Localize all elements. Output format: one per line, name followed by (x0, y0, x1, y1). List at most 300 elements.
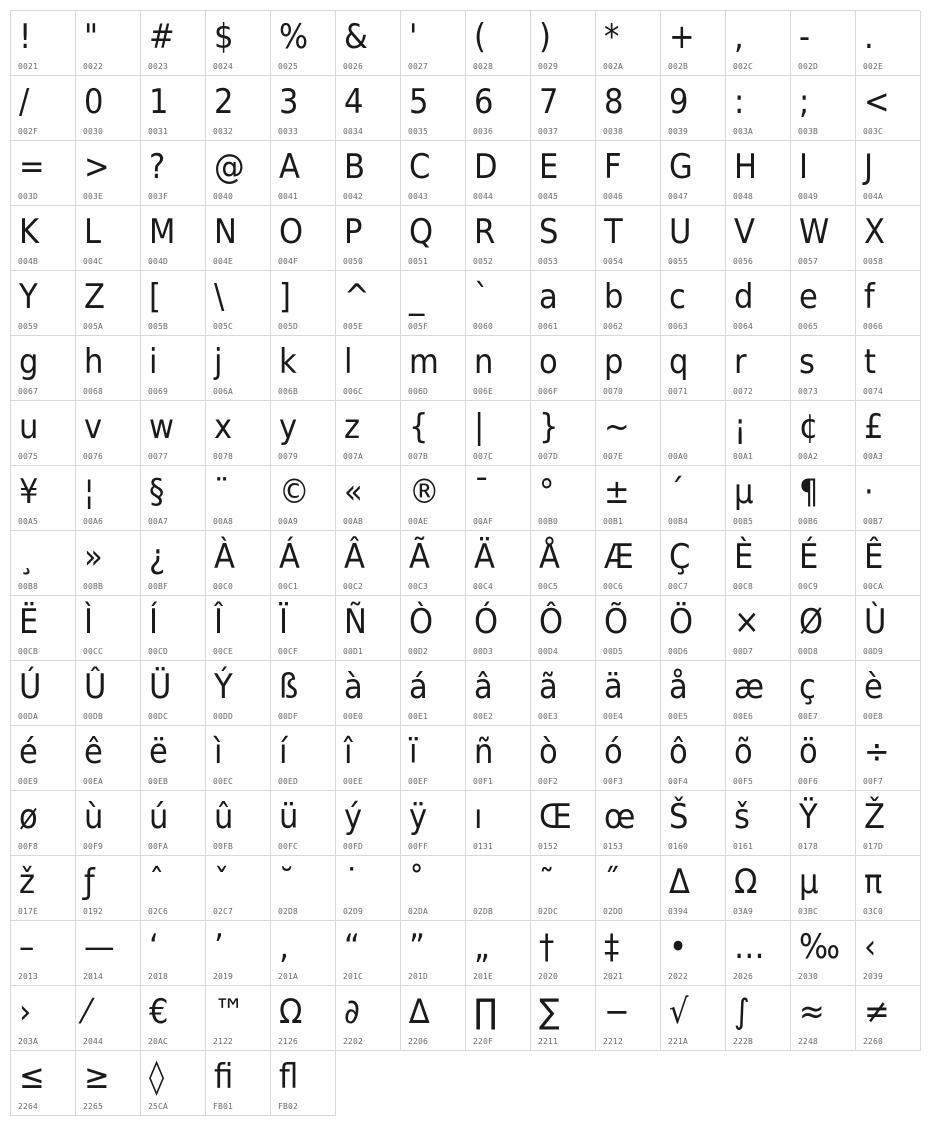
glyph-codepoint-label: 00C8 (733, 582, 754, 591)
glyph-cell (76, 141, 141, 206)
glyph-cell (206, 791, 271, 856)
glyph-cell (856, 726, 921, 791)
glyph-character: k (279, 342, 297, 382)
glyph-character: ' (409, 17, 418, 57)
glyph-character: Q (409, 212, 434, 252)
glyph-codepoint-label: 201C (343, 972, 364, 981)
glyph-character: Ö (669, 602, 694, 642)
glyph-codepoint-label: 0056 (733, 257, 754, 266)
glyph-cell (271, 336, 336, 401)
glyph-cell (596, 596, 661, 661)
glyph-codepoint-label: 00EC (213, 777, 234, 786)
glyph-cell (11, 986, 76, 1051)
glyph-character: ’ (214, 927, 224, 967)
glyph-codepoint-label: 0040 (213, 192, 234, 201)
glyph-character: ‰ (799, 927, 841, 967)
glyph-cell (206, 336, 271, 401)
glyph-cell (76, 271, 141, 336)
glyph-character: @ (214, 147, 245, 187)
glyph-codepoint-label: 0049 (798, 192, 819, 201)
glyph-cell (206, 596, 271, 661)
glyph-cell (596, 986, 661, 1051)
glyph-character: ì (214, 732, 223, 772)
glyph-character: Ù (864, 602, 887, 642)
glyph-character: ý (344, 797, 363, 837)
glyph-codepoint-label: 003A (733, 127, 754, 136)
glyph-character: Ó (474, 602, 499, 642)
glyph-codepoint-label: 0048 (733, 192, 754, 201)
glyph-codepoint-label: 0064 (733, 322, 754, 331)
glyph-character: ◊ (149, 1057, 165, 1097)
glyph-character: _ (409, 277, 425, 317)
glyph-codepoint-label: 00C7 (668, 582, 689, 591)
glyph-character: ¸ (19, 537, 35, 577)
glyph-codepoint-label: 00C0 (213, 582, 234, 591)
glyph-codepoint-label: 00E6 (733, 712, 754, 721)
glyph-codepoint-label: 004D (148, 257, 169, 266)
glyph-cell (531, 856, 596, 921)
glyph-character: { (409, 407, 429, 447)
glyph-codepoint-label: 2026 (733, 972, 754, 981)
glyph-codepoint-label: 0394 (668, 907, 689, 916)
glyph-cell (466, 856, 531, 921)
glyph-cell (531, 596, 596, 661)
glyph-grid (10, 10, 920, 1116)
glyph-character: 0 (84, 82, 104, 122)
glyph-cell (596, 11, 661, 76)
glyph-character: Ø (799, 602, 824, 642)
glyph-codepoint-label: 2202 (343, 1037, 364, 1046)
glyph-cell (726, 921, 791, 986)
glyph-cell (76, 76, 141, 141)
glyph-cell (11, 791, 76, 856)
glyph-codepoint-label: 03C0 (863, 907, 884, 916)
glyph-cell (661, 271, 726, 336)
glyph-cell (336, 986, 401, 1051)
glyph-codepoint-label: 00CD (148, 647, 169, 656)
glyph-codepoint-label: 002B (668, 62, 689, 71)
glyph-codepoint-label: 0043 (408, 192, 429, 201)
glyph-codepoint-label: 00D4 (538, 647, 559, 656)
glyph-cell (791, 661, 856, 726)
glyph-cell (271, 856, 336, 921)
glyph-codepoint-label: 0028 (473, 62, 494, 71)
glyph-cell (401, 141, 466, 206)
glyph-cell (596, 466, 661, 531)
glyph-cell (206, 856, 271, 921)
glyph-character: ´ (669, 472, 685, 512)
glyph-cell (76, 1051, 141, 1116)
glyph-cell (596, 271, 661, 336)
glyph-character: © (279, 472, 310, 512)
glyph-codepoint-label: 00FD (343, 842, 364, 851)
glyph-cell (336, 141, 401, 206)
glyph-codepoint-label: 00EF (408, 777, 429, 786)
glyph-codepoint-label: 03BC (798, 907, 819, 916)
glyph-codepoint-label: 00B6 (798, 517, 819, 526)
glyph-codepoint-label: 00B1 (603, 517, 624, 526)
glyph-codepoint-label: 0066 (863, 322, 884, 331)
glyph-cell (76, 726, 141, 791)
glyph-cell (791, 986, 856, 1051)
glyph-cell (141, 791, 206, 856)
glyph-character: h (84, 342, 104, 382)
glyph-character: — (84, 927, 115, 967)
glyph-codepoint-label: 2264 (18, 1102, 39, 1111)
glyph-character: d (734, 277, 754, 317)
glyph-character: , (734, 17, 744, 57)
glyph-cell (336, 856, 401, 921)
glyph-codepoint-label: 00EB (148, 777, 169, 786)
glyph-cell (401, 921, 466, 986)
glyph-codepoint-label: 002C (733, 62, 754, 71)
glyph-character: ∫ (734, 992, 750, 1032)
glyph-codepoint-label: 007B (408, 452, 429, 461)
glyph-cell (206, 76, 271, 141)
glyph-codepoint-label: 00A7 (148, 517, 169, 526)
glyph-cell (141, 466, 206, 531)
glyph-codepoint-label: 006F (538, 387, 559, 396)
glyph-character: x (214, 407, 233, 447)
glyph-character: - (799, 17, 811, 57)
glyph-character: ‹ (864, 927, 877, 967)
glyph-character: X (864, 212, 885, 252)
glyph-cell (141, 76, 206, 141)
glyph-codepoint-label: 00D7 (733, 647, 754, 656)
glyph-cell (141, 856, 206, 921)
glyph-character: ˘ (279, 862, 295, 902)
glyph-character: # (149, 17, 175, 57)
glyph-character: î (344, 732, 353, 772)
glyph-codepoint-label: 00AF (473, 517, 494, 526)
glyph-cell (141, 596, 206, 661)
glyph-character: É (799, 537, 819, 577)
glyph-codepoint-label: 02C7 (213, 907, 234, 916)
glyph-codepoint-label: 00A5 (18, 517, 39, 526)
glyph-codepoint-label: 007A (343, 452, 364, 461)
glyph-character: Ú (19, 667, 42, 707)
glyph-codepoint-label: 03A9 (733, 907, 754, 916)
glyph-codepoint-label: 0035 (408, 127, 429, 136)
glyph-cell (856, 791, 921, 856)
glyph-codepoint-label: 00EA (83, 777, 104, 786)
glyph-cell (206, 271, 271, 336)
glyph-codepoint-label: 00B5 (733, 517, 754, 526)
glyph-cell (271, 11, 336, 76)
glyph-codepoint-label: 00E8 (863, 712, 884, 721)
glyph-cell (336, 336, 401, 401)
glyph-codepoint-label: 0025 (278, 62, 299, 71)
glyph-cell (401, 466, 466, 531)
glyph-character: w (149, 407, 175, 447)
glyph-codepoint-label: 0067 (18, 387, 39, 396)
glyph-codepoint-label: 0038 (603, 127, 624, 136)
glyph-character: Á (279, 537, 300, 577)
glyph-character: ù (84, 797, 104, 837)
glyph-codepoint-label: 00EE (343, 777, 364, 786)
glyph-character: μ (799, 862, 819, 902)
glyph-cell (271, 986, 336, 1051)
glyph-cell (856, 531, 921, 596)
glyph-cell (466, 661, 531, 726)
glyph-character: Ž (864, 797, 885, 837)
glyph-cell (206, 921, 271, 986)
glyph-cell (856, 986, 921, 1051)
glyph-codepoint-label: 00D6 (668, 647, 689, 656)
glyph-codepoint-label: 005D (278, 322, 299, 331)
glyph-cell (531, 76, 596, 141)
glyph-character: 7 (539, 82, 559, 122)
glyph-codepoint-label: 017E (18, 907, 39, 916)
glyph-character: ﬁ (214, 1057, 234, 1097)
glyph-codepoint-label: 0021 (18, 62, 39, 71)
glyph-character: I (799, 147, 809, 187)
glyph-cell (661, 726, 726, 791)
glyph-cell (596, 791, 661, 856)
glyph-codepoint-label: 203A (18, 1037, 39, 1046)
glyph-character: Û (84, 667, 107, 707)
glyph-cell (596, 921, 661, 986)
glyph-codepoint-label: 02DD (603, 907, 624, 916)
glyph-codepoint-label: 2019 (213, 972, 234, 981)
glyph-codepoint-label: 0029 (538, 62, 559, 71)
glyph-cell (336, 271, 401, 336)
glyph-character: 5 (409, 82, 429, 122)
glyph-character: Ý (214, 667, 233, 707)
glyph-codepoint-label: 0053 (538, 257, 559, 266)
glyph-character: ¨ (214, 472, 230, 512)
glyph-character: Ÿ (799, 797, 818, 837)
glyph-character: æ (734, 667, 765, 707)
glyph-character: \ (214, 277, 225, 317)
glyph-character: a (539, 277, 558, 317)
glyph-cell (141, 271, 206, 336)
glyph-codepoint-label: 0052 (473, 257, 494, 266)
glyph-codepoint-label: 0041 (278, 192, 299, 201)
glyph-cell (466, 726, 531, 791)
glyph-character: ¶ (799, 472, 819, 512)
glyph-cell (726, 661, 791, 726)
glyph-cell (856, 141, 921, 206)
glyph-codepoint-label: 2260 (863, 1037, 884, 1046)
glyph-codepoint-label: 00FC (278, 842, 299, 851)
glyph-codepoint-label: 00F8 (18, 842, 39, 851)
glyph-character: q (669, 342, 689, 382)
glyph-character: ç (799, 667, 816, 707)
glyph-codepoint-label: 004B (18, 257, 39, 266)
glyph-cell (791, 271, 856, 336)
glyph-character: ^ (344, 277, 370, 317)
glyph-cell (206, 986, 271, 1051)
glyph-codepoint-label: 00CC (83, 647, 104, 656)
glyph-cell (11, 921, 76, 986)
glyph-codepoint-label: 007D (538, 452, 559, 461)
glyph-character: ä (604, 667, 623, 707)
glyph-cell (856, 76, 921, 141)
glyph-codepoint-label: FB02 (278, 1102, 299, 1111)
glyph-cell (11, 11, 76, 76)
glyph-cell (271, 531, 336, 596)
glyph-codepoint-label: 003B (798, 127, 819, 136)
glyph-codepoint-label: 2030 (798, 972, 819, 981)
glyph-character: $ (214, 17, 234, 57)
glyph-codepoint-label: 017D (863, 842, 884, 851)
glyph-character: B (344, 147, 365, 187)
glyph-codepoint-label: 00F9 (83, 842, 104, 851)
glyph-cell (531, 791, 596, 856)
glyph-codepoint-label: 0079 (278, 452, 299, 461)
glyph-codepoint-label: 00D5 (603, 647, 624, 656)
glyph-character: µ (734, 472, 754, 512)
glyph-codepoint-label: 00E7 (798, 712, 819, 721)
glyph-codepoint-label: 0076 (83, 452, 104, 461)
glyph-cell (531, 11, 596, 76)
glyph-character: „ (474, 927, 490, 967)
glyph-cell (856, 596, 921, 661)
glyph-cell (401, 986, 466, 1051)
glyph-codepoint-label: 00F6 (798, 777, 819, 786)
glyph-codepoint-label: 2021 (603, 972, 624, 981)
glyph-codepoint-label: 004F (278, 257, 299, 266)
glyph-codepoint-label: 002A (603, 62, 624, 71)
glyph-cell (856, 856, 921, 921)
glyph-character: m (409, 342, 439, 382)
glyph-character: ž (19, 862, 36, 902)
glyph-character: ≠ (864, 992, 890, 1032)
glyph-character: ö (799, 732, 818, 772)
glyph-cell (271, 791, 336, 856)
glyph-character: ˙ (344, 862, 360, 902)
glyph-codepoint-label: 005B (148, 322, 169, 331)
glyph-character: È (734, 537, 754, 577)
glyph-character: 2 (214, 82, 234, 122)
glyph-character: o (539, 342, 558, 382)
glyph-character: C (409, 147, 431, 187)
glyph-character: Â (344, 537, 365, 577)
glyph-codepoint-label: 2022 (668, 972, 689, 981)
glyph-cell (791, 11, 856, 76)
glyph-cell (401, 271, 466, 336)
glyph-codepoint-label: 0039 (668, 127, 689, 136)
glyph-codepoint-label: 0071 (668, 387, 689, 396)
glyph-cell (661, 531, 726, 596)
glyph-character: K (19, 212, 40, 252)
glyph-codepoint-label: 00CE (213, 647, 234, 656)
glyph-cell (596, 336, 661, 401)
glyph-character: Ä (474, 537, 495, 577)
glyph-character: ﬂ (279, 1057, 299, 1097)
glyph-cell (141, 336, 206, 401)
glyph-cell (206, 726, 271, 791)
glyph-codepoint-label: 0044 (473, 192, 494, 201)
glyph-codepoint-label: 00ED (278, 777, 299, 786)
glyph-cell (726, 141, 791, 206)
glyph-cell (596, 76, 661, 141)
glyph-codepoint-label: 2212 (603, 1037, 624, 1046)
glyph-codepoint-label: 00BF (148, 582, 169, 591)
glyph-character: Z (84, 277, 105, 317)
glyph-character: ú (149, 797, 169, 837)
glyph-codepoint-label: 00DC (148, 712, 169, 721)
glyph-cell (401, 206, 466, 271)
glyph-cell (11, 401, 76, 466)
glyph-character: f (864, 277, 875, 317)
glyph-codepoint-label: 00F2 (538, 777, 559, 786)
glyph-cell (791, 596, 856, 661)
glyph-codepoint-label: 25CA (148, 1102, 169, 1111)
glyph-character: 6 (474, 82, 494, 122)
glyph-cell (206, 141, 271, 206)
glyph-codepoint-label: 004C (83, 257, 104, 266)
glyph-cell (141, 921, 206, 986)
glyph-character: ó (604, 732, 623, 772)
glyph-cell (661, 466, 726, 531)
glyph-cell (271, 401, 336, 466)
glyph-codepoint-label: 02DB (473, 907, 494, 916)
glyph-character: c (669, 277, 686, 317)
glyph-codepoint-label: 201A (278, 972, 299, 981)
glyph-cell (661, 856, 726, 921)
glyph-codepoint-label: 00E4 (603, 712, 624, 721)
glyph-codepoint-label: 0036 (473, 127, 494, 136)
glyph-cell (726, 466, 791, 531)
glyph-cell (466, 466, 531, 531)
glyph-character: 8 (604, 82, 624, 122)
glyph-character: . (864, 17, 874, 57)
glyph-codepoint-label: 0032 (213, 127, 234, 136)
glyph-character: ü (279, 797, 299, 837)
glyph-character: ‡ (604, 927, 620, 967)
glyph-codepoint-label: 0178 (798, 842, 819, 851)
glyph-cell (76, 466, 141, 531)
glyph-cell (336, 11, 401, 76)
glyph-codepoint-label: 2014 (83, 972, 104, 981)
glyph-cell (141, 11, 206, 76)
glyph-cell (791, 401, 856, 466)
glyph-character: ò (539, 732, 558, 772)
glyph-codepoint-label: 00C2 (343, 582, 364, 591)
glyph-character: · (864, 472, 874, 512)
glyph-character: è (864, 667, 883, 707)
glyph-codepoint-label: 0024 (213, 62, 234, 71)
glyph-codepoint-label: 00C3 (408, 582, 429, 591)
glyph-codepoint-label: 00A1 (733, 452, 754, 461)
glyph-cell (271, 921, 336, 986)
glyph-character: Y (19, 277, 38, 317)
glyph-character: Δ (669, 862, 690, 902)
glyph-cell (726, 336, 791, 401)
glyph-cell (271, 76, 336, 141)
glyph-codepoint-label: 00A9 (278, 517, 299, 526)
glyph-character: ÿ (409, 797, 428, 837)
glyph-codepoint-label: 005E (343, 322, 364, 331)
glyph-cell (76, 401, 141, 466)
glyph-character: • (669, 927, 688, 967)
glyph-codepoint-label: 02D9 (343, 907, 364, 916)
glyph-character: á (409, 667, 428, 707)
glyph-codepoint-label: 221A (668, 1037, 689, 1046)
glyph-cell (596, 141, 661, 206)
glyph-codepoint-label: 004E (213, 257, 234, 266)
glyph-codepoint-label: 0069 (148, 387, 169, 396)
glyph-cell (661, 986, 726, 1051)
glyph-cell (856, 336, 921, 401)
glyph-codepoint-label: 003E (83, 192, 104, 201)
glyph-character: N (214, 212, 237, 252)
glyph-cell (791, 466, 856, 531)
glyph-character: G (669, 147, 693, 187)
glyph-cell (596, 206, 661, 271)
